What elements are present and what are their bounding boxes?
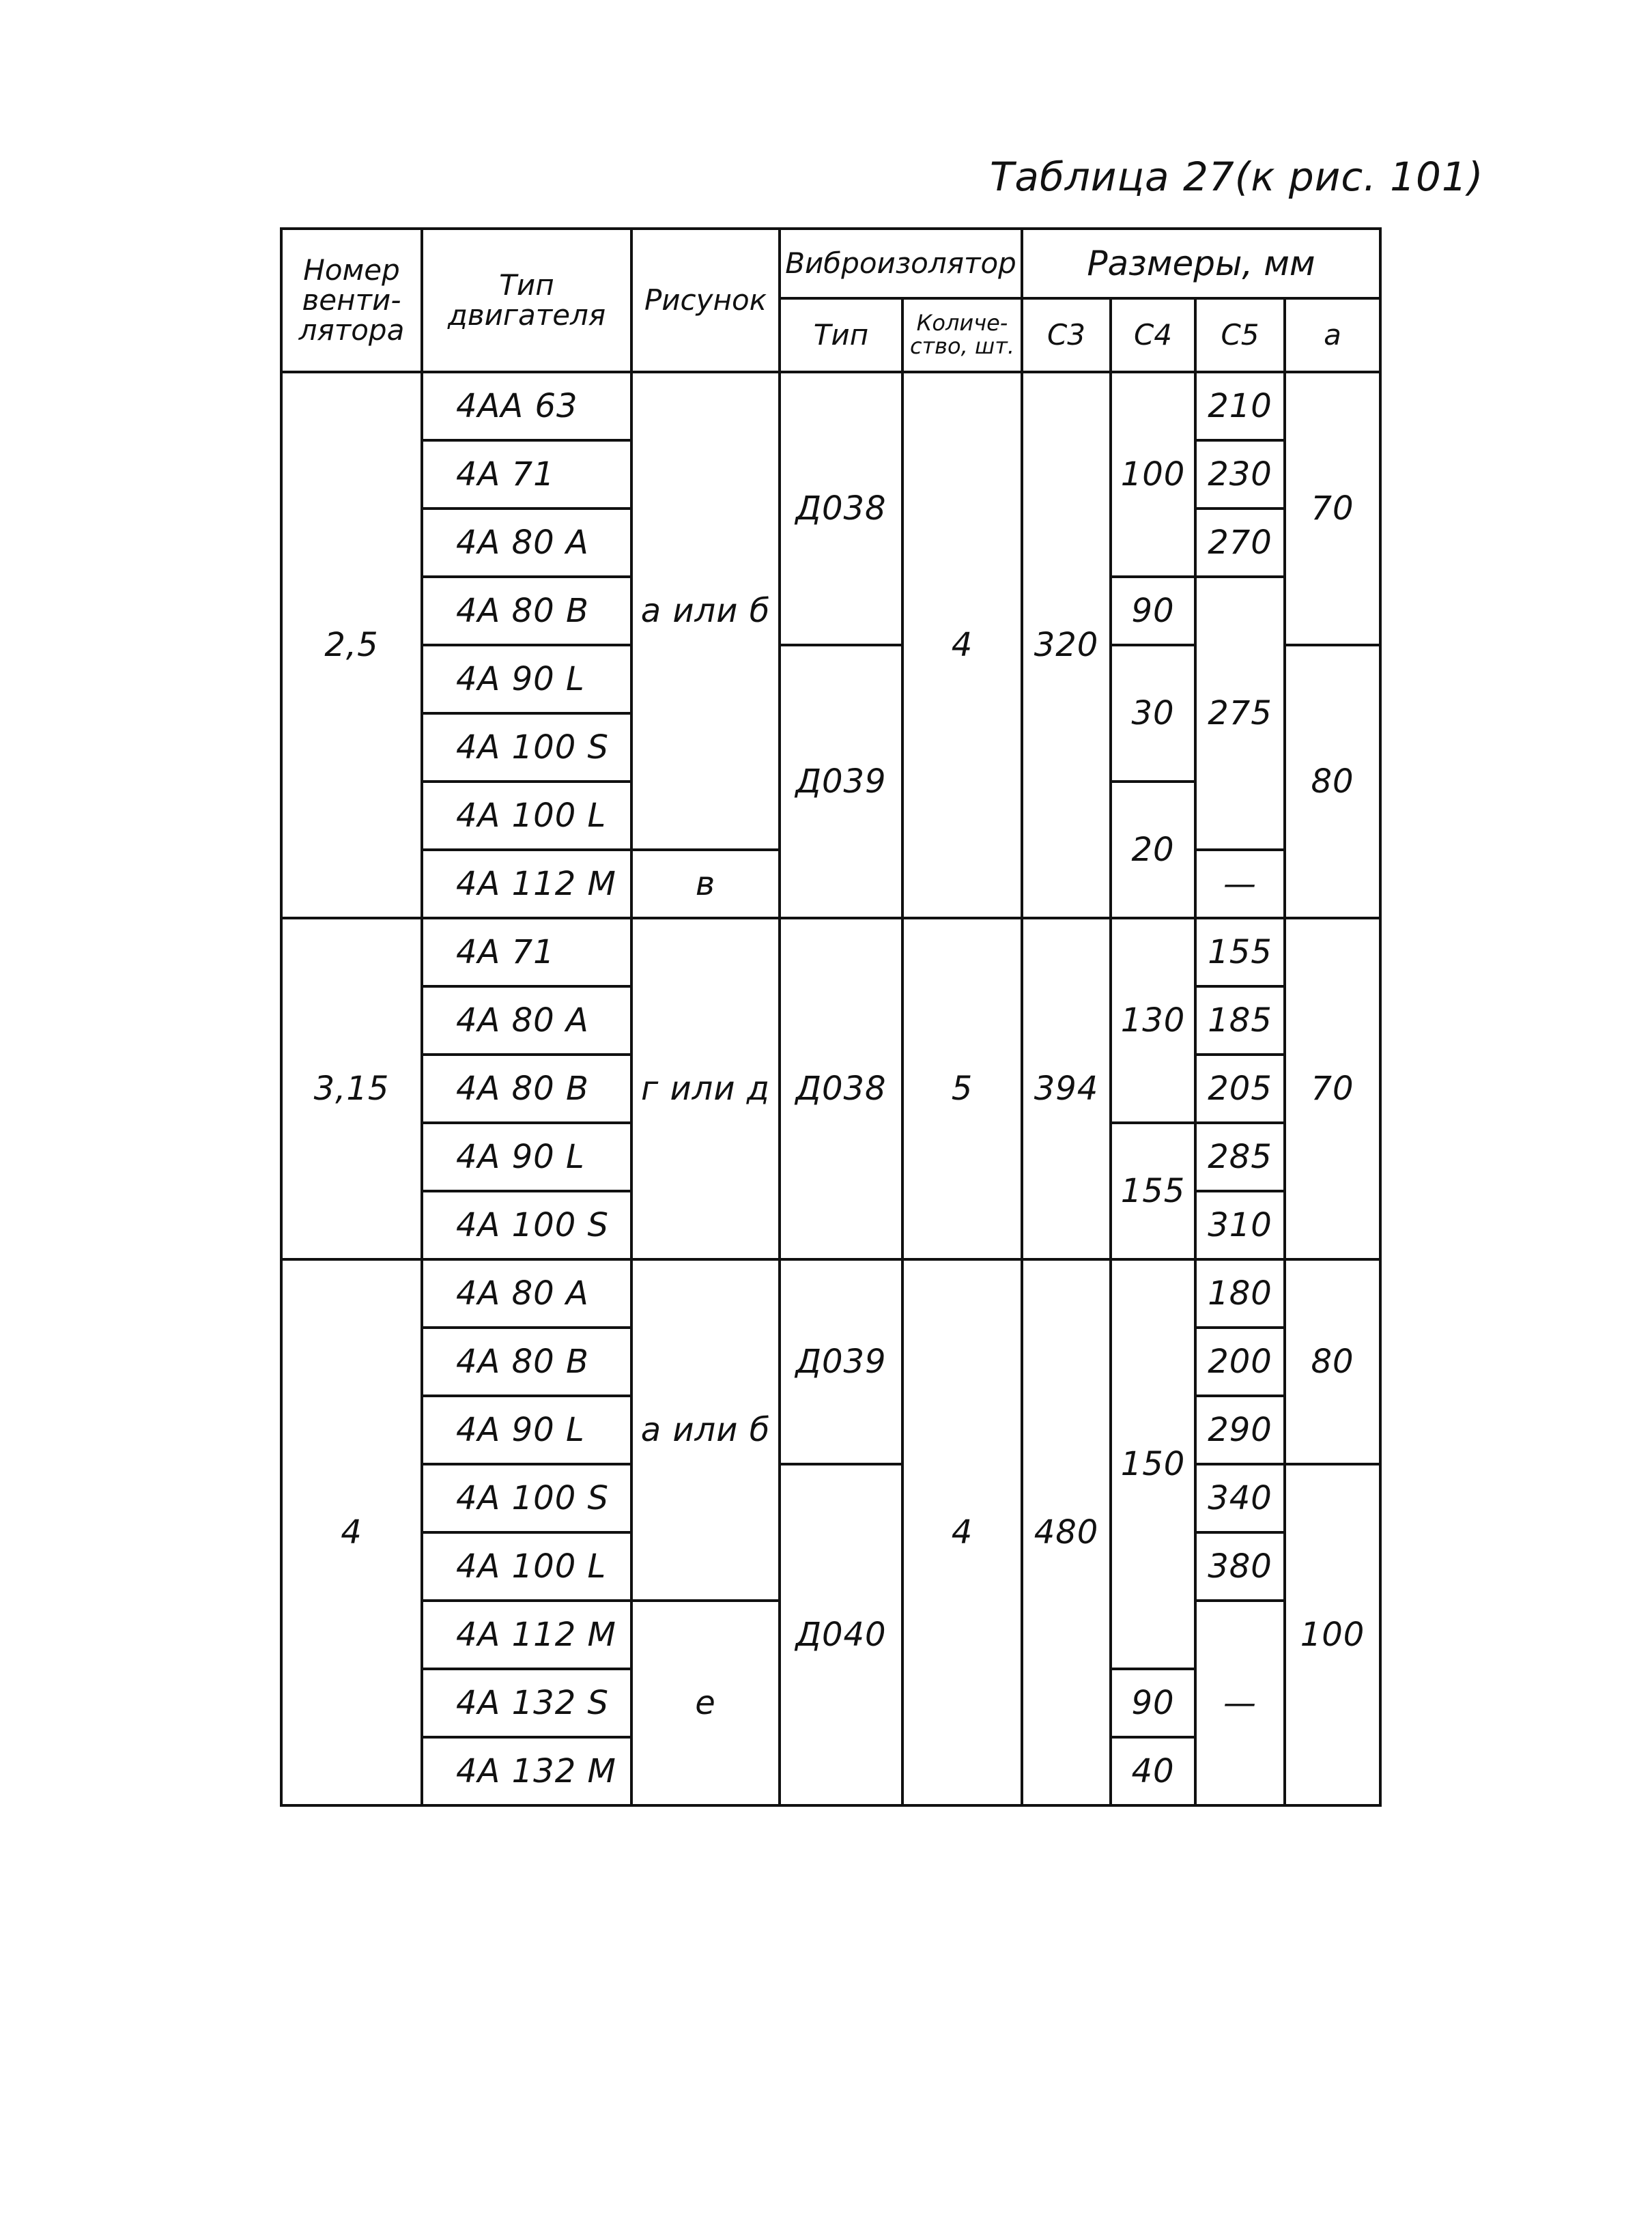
motor-type-cell: 4А 80 А: [422, 986, 631, 1055]
header-row-top: [281, 229, 1380, 298]
header-c3: C3: [1022, 298, 1111, 372]
table-row: [281, 1464, 1380, 1532]
c4-cell: 100: [1111, 372, 1195, 577]
header-vibro-qty-line1: Количе-: [916, 310, 1008, 337]
motor-type-cell: 4А 112 М: [422, 850, 631, 918]
figure-cell: в: [631, 850, 780, 918]
c5-cell: 200: [1195, 1328, 1285, 1396]
motor-type-cell: 4АА 63: [422, 372, 631, 440]
header-figure: Рисунок: [631, 229, 780, 372]
fan-number-cell: 3,15: [281, 918, 422, 1259]
header-a: a: [1285, 298, 1380, 372]
header-fan-number-line1: Номер: [303, 253, 400, 287]
c3-cell: 320: [1022, 372, 1111, 918]
c4-cell: 20: [1111, 782, 1195, 918]
c5-cell: 275: [1195, 577, 1285, 850]
c4-cell: 30: [1111, 645, 1195, 782]
motor-type-cell: 4А 71: [422, 918, 631, 986]
motor-type-cell: 4А 80 В: [422, 1328, 631, 1396]
c5-cell: 290: [1195, 1396, 1285, 1464]
c5-cell: 285: [1195, 1123, 1285, 1191]
motor-type-cell: 4А 112 М: [422, 1601, 631, 1669]
a-cell: 100: [1285, 1464, 1380, 1805]
header-dimensions: Размеры, мм: [1022, 229, 1380, 298]
motor-type-cell: 4А 100 S: [422, 713, 631, 782]
c4-cell: 90: [1111, 577, 1195, 645]
motor-type-cell: 4А 132 S: [422, 1669, 631, 1737]
c3-cell: 394: [1022, 918, 1111, 1259]
header-vibro-qty: [902, 298, 1022, 372]
figure-cell: а или б: [631, 1259, 780, 1601]
c3-cell: 480: [1022, 1259, 1111, 1805]
c5-cell: 270: [1195, 509, 1285, 577]
fan-number-cell: 2,5: [281, 372, 422, 918]
header-c5: C5: [1195, 298, 1285, 372]
a-cell: 80: [1285, 1259, 1380, 1464]
motor-type-cell: 4А 71: [422, 440, 631, 509]
a-cell: 80: [1285, 645, 1380, 918]
header-c4: C4: [1111, 298, 1195, 372]
c5-cell: —: [1195, 850, 1285, 918]
header-vibro-qty-line2: ство, шт.: [909, 333, 1015, 359]
c4-cell: 150: [1111, 1259, 1195, 1669]
vibro-qty-cell: 5: [902, 918, 1022, 1259]
motor-type-cell: 4А 80 В: [422, 1055, 631, 1123]
header-motor-type: [422, 229, 631, 372]
motor-type-cell: 4А 80 В: [422, 577, 631, 645]
motor-type-cell: 4А 132 М: [422, 1737, 631, 1805]
header-vibro-type: Тип: [780, 298, 902, 372]
c5-cell: 205: [1195, 1055, 1285, 1123]
c5-cell: 340: [1195, 1464, 1285, 1532]
c5-cell: 210: [1195, 372, 1285, 440]
c5-cell: 230: [1195, 440, 1285, 509]
vibro-type-cell: Д039: [780, 645, 902, 918]
motor-type-cell: 4А 80 А: [422, 1259, 631, 1328]
motor-type-cell: 4А 100 L: [422, 782, 631, 850]
table-caption: Таблица 27(к рис. 101): [990, 154, 1484, 200]
fan-number-cell: 4: [281, 1259, 422, 1805]
c5-cell: 155: [1195, 918, 1285, 986]
c5-cell: —: [1195, 1601, 1285, 1805]
motor-type-cell: 4А 100 S: [422, 1191, 631, 1259]
motor-type-cell: 4А 80 А: [422, 509, 631, 577]
motor-type-cell: 4А 90 L: [422, 1396, 631, 1464]
motor-type-cell: 4А 100 S: [422, 1464, 631, 1532]
vibro-type-cell: Д039: [780, 1259, 902, 1464]
figure-cell: г или д: [631, 918, 780, 1259]
table-row: [281, 918, 1380, 986]
table-row: [281, 1259, 1380, 1328]
motor-type-cell: 4А 90 L: [422, 645, 631, 713]
c4-cell: 155: [1111, 1123, 1195, 1259]
c5-cell: 180: [1195, 1259, 1285, 1328]
vibro-qty-cell: 4: [902, 372, 1022, 918]
c4-cell: 130: [1111, 918, 1195, 1123]
motor-fan-spec-table: [280, 227, 1382, 1807]
vibro-type-cell: Д040: [780, 1464, 902, 1805]
vibro-type-cell: Д038: [780, 372, 902, 645]
figure-cell: е: [631, 1601, 780, 1805]
c5-cell: 380: [1195, 1532, 1285, 1601]
motor-type-cell: 4А 90 L: [422, 1123, 631, 1191]
table-row: [281, 372, 1380, 440]
header-vibro-isolator: Виброизолятор: [780, 229, 1022, 298]
c5-cell: 185: [1195, 986, 1285, 1055]
header-fan-number-line2: венти-: [302, 283, 401, 317]
motor-type-cell: 4А 100 L: [422, 1532, 631, 1601]
vibro-qty-cell: 4: [902, 1259, 1022, 1805]
header-fan-number: [281, 229, 422, 372]
header-fan-number-line3: лятора: [298, 313, 405, 347]
header-motor-type-line1: Тип: [499, 268, 554, 302]
c4-cell: 40: [1111, 1737, 1195, 1805]
c5-cell: 310: [1195, 1191, 1285, 1259]
a-cell: 70: [1285, 372, 1380, 645]
vibro-type-cell: Д038: [780, 918, 902, 1259]
a-cell: 70: [1285, 918, 1380, 1259]
figure-cell: а или б: [631, 372, 780, 850]
c4-cell: 90: [1111, 1669, 1195, 1737]
header-motor-type-line2: двигателя: [447, 298, 606, 332]
